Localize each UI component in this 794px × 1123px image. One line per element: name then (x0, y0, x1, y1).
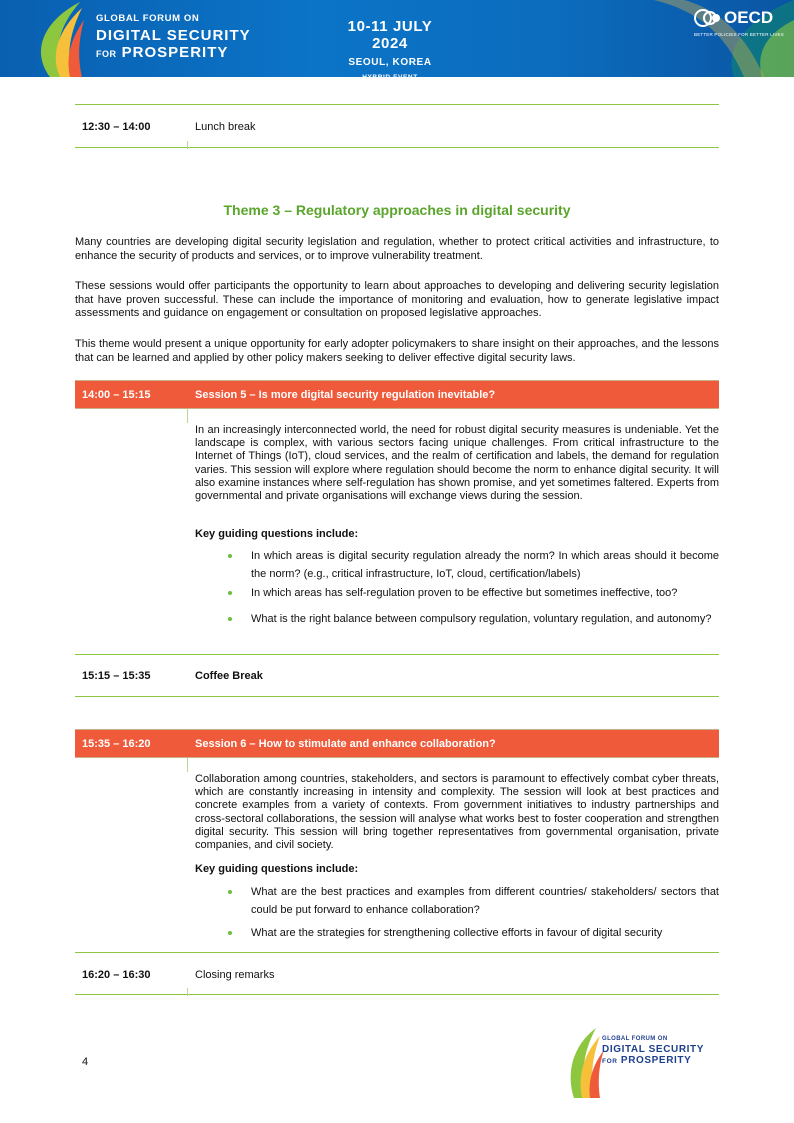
forum-line-2: DIGITAL SECURITY (96, 26, 251, 44)
closing-time: 16:20 – 16:30 (82, 969, 151, 981)
session-5-header (75, 380, 719, 409)
forum-line-1: GLOBAL FORUM ON (96, 13, 200, 24)
forum-title (96, 14, 251, 60)
header-banner (0, 0, 794, 81)
divider (75, 654, 719, 655)
session-6-header (75, 729, 719, 758)
divider (187, 141, 188, 149)
footer-forum-logo (566, 1024, 705, 1103)
session-6-time: 15:35 – 16:20 (82, 738, 151, 750)
session-5-question-3: What is the right balance between compulsory regulation, voluntary regulation, and autonomy? (228, 610, 719, 628)
footer-forum-line-2: DIGITAL SECURITY (602, 1044, 705, 1055)
divider (187, 988, 188, 996)
theme-paragraph-2: These sessions would offer participants the opportunity to learn about approaches to developing and delivering security legislation that have proven successful. These can include the importance of monitoring and evaluation, how to generate legislative impact assessments and guidance on engagement or consultation on proposed legislative approaches. (75, 280, 719, 319)
session-5-title: Session 5 – Is more digital security regulation inevitable? (195, 389, 496, 401)
bullet-icon (228, 591, 232, 595)
bullet-icon (228, 931, 232, 935)
bullet-icon (228, 554, 232, 558)
divider (75, 147, 719, 148)
lunch-label: Lunch break (195, 121, 256, 133)
event-city: SEOUL, KOREA (348, 57, 432, 68)
page-number: 4 (82, 1056, 89, 1068)
oecd-circles-icon (694, 8, 724, 28)
theme-paragraph-3: This theme would present a unique opportunity for early adopter policymakers to share insight on their approaches, and the lessons that can be learned and applied by other policy makers seeking to deliver effective digital security laws. (75, 338, 719, 364)
bullet-icon (228, 890, 232, 894)
coffee-label: Coffee Break (195, 670, 263, 682)
divider (75, 696, 719, 697)
session-6-questions-heading: Key guiding questions include: (195, 863, 359, 875)
footer-forum-line-3: FOR PROSPERITY (602, 1055, 692, 1066)
event-format: HYBRID EVENT (362, 74, 418, 81)
session-6-question-1: What are the best practices and examples from different countries/ stakeholders/ sectors that could be put forward to enhance collaboration? (228, 883, 719, 919)
divider (187, 409, 188, 423)
forum-line-3 (96, 45, 251, 60)
session-6-question-2: What are the strategies for strengthening collective efforts in favour of digital security (228, 924, 719, 942)
oecd-logo (694, 8, 784, 37)
forum-line-3-main: PROSPERITY (121, 43, 229, 61)
divider (75, 994, 719, 995)
footer-forum-line-1: GLOBAL FORUM ON (602, 1036, 668, 1042)
lunch-time: 12:30 – 14:00 (82, 121, 151, 133)
event-info (328, 18, 452, 81)
session-5-time: 14:00 – 15:15 (82, 389, 151, 401)
forum-swoosh-logo (0, 0, 90, 77)
theme-title: Theme 3 – Regulatory approaches in digital security (223, 202, 571, 218)
closing-label: Closing remarks (195, 969, 275, 981)
coffee-time: 15:15 – 15:35 (82, 670, 151, 682)
forum-swoosh-logo (566, 1024, 606, 1098)
session-5-question-2: In which areas has self-regulation proven to be effective but sometimes ineffective, too? (228, 584, 719, 602)
event-dates: 10-11 JULY 2024 (347, 18, 433, 52)
divider (187, 758, 188, 772)
session-6-description: Collaboration among countries, stakeholders, and sectors is paramount to effectively combat cyber threats, which are constantly increasing in intensity and complexity. The session will look at best practices and concrete examples from a variety of contexts. From government initiatives to industry partnerships and cross-sectoral collaborations, the session will analyse what works best to foster cooperation and strengthen digital security. This session will bring together representatives from governmental organisation, private companies, and civil society. (195, 773, 719, 852)
divider (75, 952, 719, 953)
divider (75, 104, 719, 105)
session-5-description: In an increasingly interconnected world, the need for robust digital security measures is undeniable. Yet the landscape is complex, with various sectors facing unique challenges. From critical infrastructure to the Internet of Things (IoT), cloud services, and the realm of certification and labels, the demand for regulation varies. This session will explore where regulation should become the norm to enhance digital security. It will also examine instances where self-regulation has shown promise, and yet sometimes faltered. Experts from governmental and private organisations will exchange views during the session. (195, 424, 719, 503)
theme-paragraph-1: Many countries are developing digital security legislation and regulation, whether to protect critical activities and infrastructure, to enhance the security of products and services, or to improve vulnerability treatment. (75, 236, 719, 262)
forum-line-3-small: FOR (96, 48, 117, 59)
bullet-icon (228, 617, 232, 621)
session-6-title: Session 6 – How to stimulate and enhance collaboration? (195, 738, 496, 750)
session-5-question-1: In which areas is digital security regulation already the norm? In which areas should it become the norm? (e.g., critical infrastructure, IoT, cloud, certification/labels) (228, 547, 719, 583)
session-5-questions-heading: Key guiding questions include: (195, 528, 359, 540)
oecd-name: OECD (724, 8, 774, 27)
oecd-tagline: BETTER POLICIES FOR BETTER LIVES (694, 32, 784, 37)
